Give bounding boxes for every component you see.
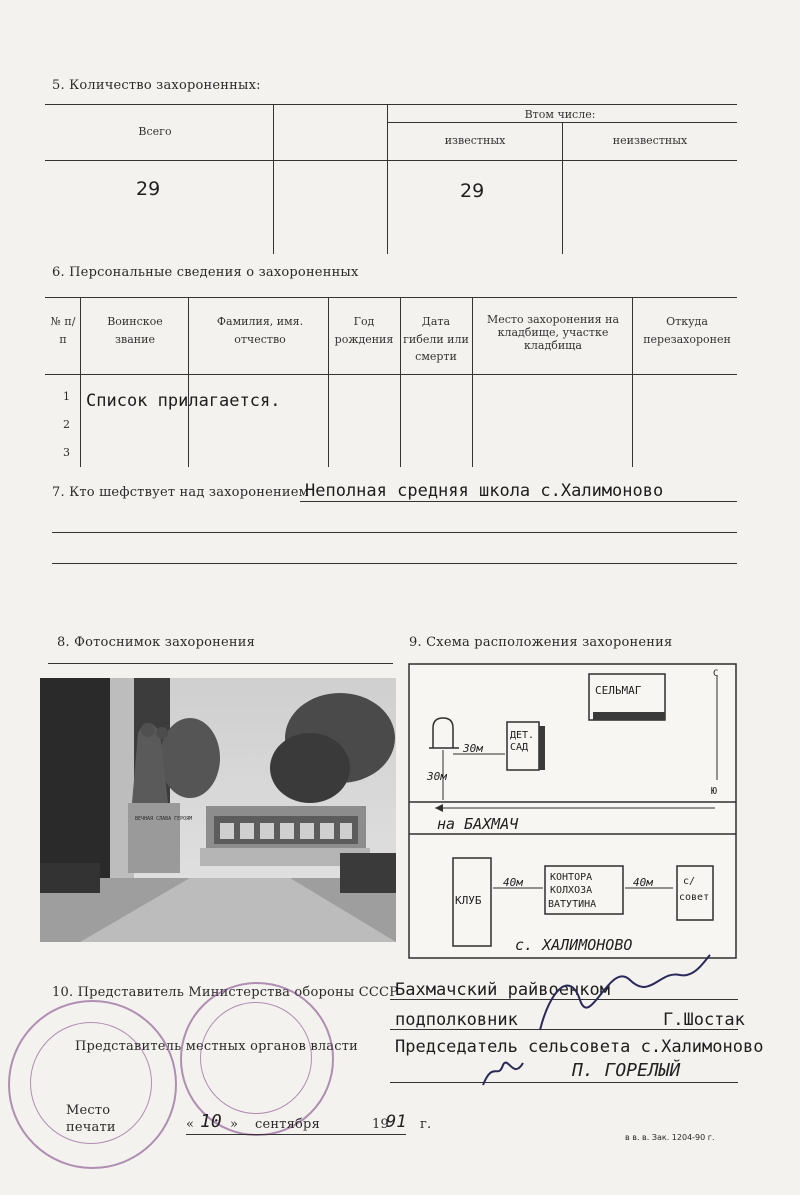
print-code: в в. в. Зак. 1204-90 г. [625,1133,715,1142]
council-seal-inner [200,1002,312,1114]
section6-title: 6. Персональные сведения о захороненных [52,265,359,280]
table6-col-divider [80,297,81,467]
office-label-2: КОЛХОЗА [550,885,593,896]
mo-rank: подполковник [395,1010,518,1030]
date-open-quote: « [186,1117,195,1132]
blank-line [52,563,737,564]
compass-south: Ю [711,786,718,797]
mo-office: Бахмачский райвоенком [395,980,610,1000]
table6-col-divider [472,297,473,467]
col-known-header: известных [444,134,506,147]
date-year-suffix: 91 [386,1112,407,1132]
section7-label: 7. Кто шефствует над захоронением [52,485,309,500]
local-signature [478,1055,528,1090]
col-total-header: Всего [138,125,172,138]
section10-title: 10. Представитель Министерства обороны СССР [52,985,399,1000]
col-unknown-header: неизвестных [612,134,688,147]
section8-title: 8. Фотоснимок захоронения [57,635,256,650]
table6-col-divider [632,297,633,467]
seal-place-label-1: Место [66,1103,111,1118]
office-label-3: ВАТУТИНА [548,899,597,910]
table6-col-divider [328,297,329,467]
table6-col-divider [188,297,189,467]
kindergarten-label-1: ДЕТ. [510,730,535,741]
row-number: 1 [63,390,70,403]
blank-line [52,532,737,533]
photo-top-line [48,663,393,664]
header-rank: Воинское звание [107,315,163,346]
village-label: с. ХАЛИМОНОВО [515,936,633,954]
compass-north: С [713,669,719,679]
local-authority-label: Представитель местных органов власти [75,1039,358,1054]
known-buried-value: 29 [460,180,485,202]
photo-plaque-text: ВЕЧНАЯ СЛАВА ГЕРОЯМ [135,816,193,822]
table5-col-divider [562,122,563,254]
list-attached-note: Список прилагается. [86,391,281,411]
table6-header-border [45,374,737,375]
mo-name: Г.Шостак [663,1010,745,1030]
road-label: на БАХМАЧ [437,815,519,833]
total-buried-value: 29 [136,178,161,200]
distance-40-left: 40м [503,876,523,889]
table5-col-divider [273,104,274,254]
date-g: г. [420,1117,432,1132]
memorial-photo [40,678,396,942]
date-day: 10 [200,1111,222,1132]
local-official-name: П. ГОРЕЛЫЙ [572,1060,681,1081]
section5-title: 5. Количество захороненных: [52,78,261,93]
section9-title: 9. Схема расположения захоронения [409,635,673,650]
club-label: КЛУБ [455,894,482,907]
header-birth: Год рождения [334,315,394,346]
local-official-title: Председатель сельсовета с.Халимоново [395,1037,764,1057]
header-death: Дата гибели или смерти [403,315,469,364]
table6-top-border [45,297,737,298]
header-origin: Откуда перезахоронен [643,315,731,346]
patron-value: Неполная средняя школа с.Халимоново [305,481,664,501]
selmag-shadow [593,712,665,720]
signature-line [390,1082,738,1083]
kindergarten-shadow [539,726,545,770]
date-month: сентября [255,1117,320,1132]
council-label-2: совет [679,892,710,903]
col-group-header: Втом числе: [524,108,596,121]
mo-signature [520,950,720,1040]
location-scheme-map [405,662,740,962]
seal-place-label-2: печати [66,1120,116,1135]
table5-col-divider [387,104,388,254]
row-number: 2 [63,418,70,431]
table5-header-border [45,160,737,161]
kindergarten-label-2: САД [510,742,529,753]
header-place: Место захоронения на кладбище, участке кладбища [486,313,620,353]
table6-col-divider [400,297,401,467]
header-name: Фамилия, имя. отчество [216,315,304,346]
distance-30-right: 30м [463,742,483,755]
date-close-quote: » [230,1117,239,1132]
patron-underline [300,501,737,502]
distance-40-right: 40м [633,876,653,889]
selmag-label: СЕЛЬМАГ [595,684,642,697]
date-year-prefix: 19 [372,1117,389,1132]
header-num: № п/п [50,315,76,346]
row-number: 3 [63,446,70,459]
date-underline [186,1134,406,1135]
distance-30-down: 30м [427,770,447,783]
table5-top-border [45,104,737,105]
office-label-1: КОНТОРА [550,872,593,883]
council-label-1: с/ [683,876,696,887]
